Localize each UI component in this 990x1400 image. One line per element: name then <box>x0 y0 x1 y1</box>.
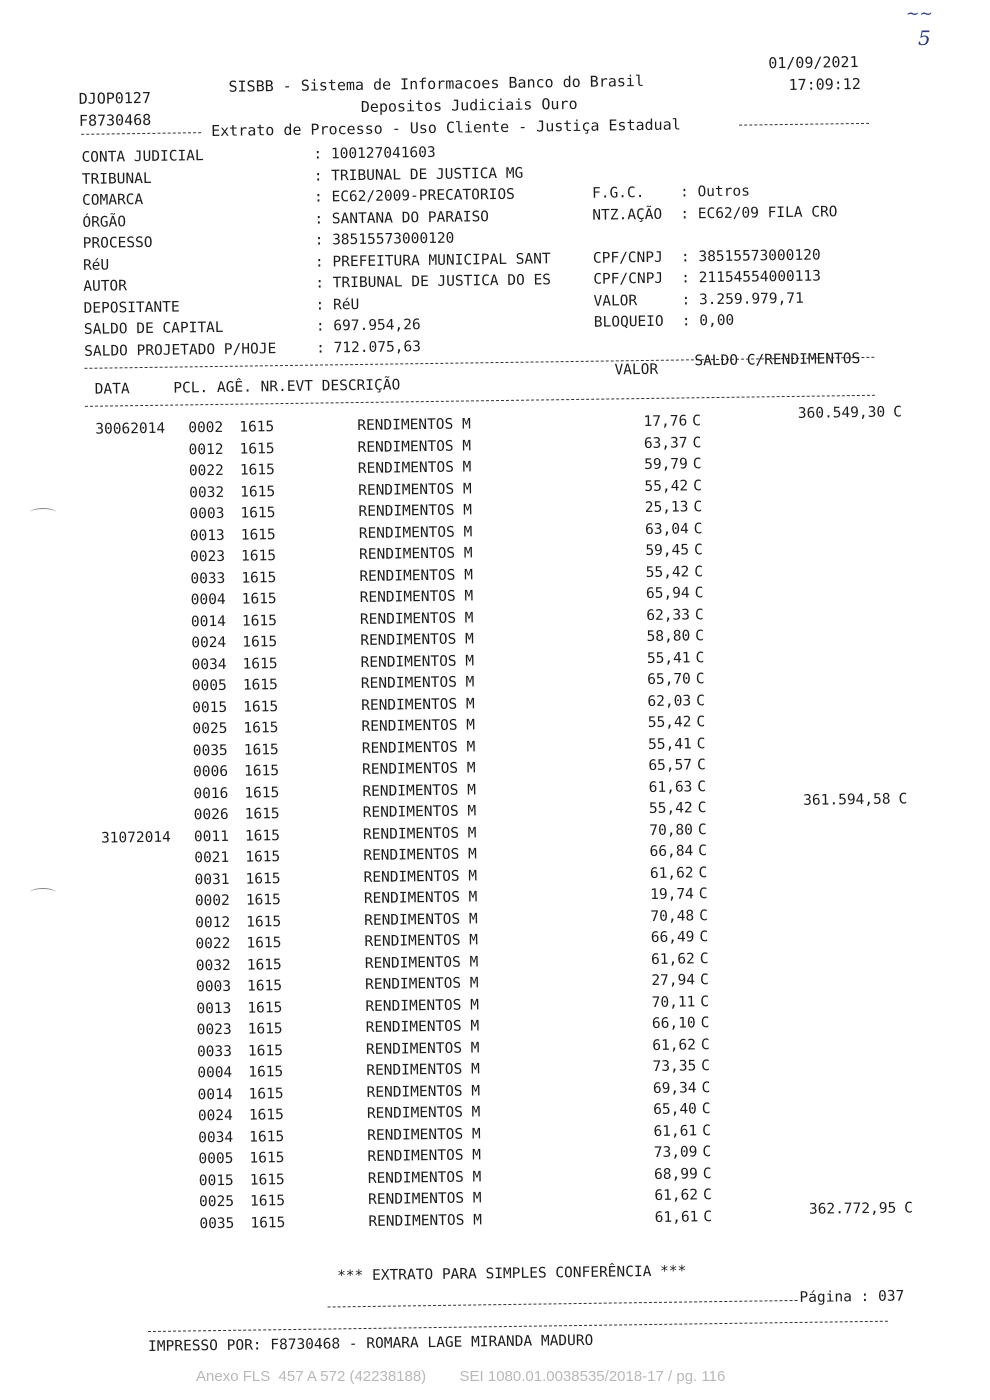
row-agency: 1615 <box>247 1021 283 1038</box>
row-agency: 1615 <box>243 720 279 737</box>
row-credit-flag: C <box>695 628 705 645</box>
row-description: RENDIMENTOS M <box>358 502 473 521</box>
row-agency: 1615 <box>241 591 277 608</box>
row-description: RENDIMENTOS M <box>359 566 473 585</box>
row-credit-flag: C <box>699 972 709 989</box>
row-description: RENDIMENTOS M <box>364 953 479 972</box>
row-agency: 1615 <box>246 978 283 995</box>
program-code: DJOP0127 <box>78 88 152 108</box>
row-agency: 1615 <box>240 548 277 565</box>
row-pcl: 0003 <box>195 978 232 996</box>
row-credit-flag: C <box>700 1036 710 1053</box>
field-row-right <box>593 290 803 309</box>
report-time: 17:09:12 <box>788 74 861 94</box>
row-value: 63,04 <box>644 520 689 538</box>
row-value: 55,42 <box>648 800 693 817</box>
field-value: : SANTANA DO PARAISO <box>314 208 490 228</box>
printed-by: IMPRESSO POR: F8730468 - ROMARA LAGE MIRANDA MADURO <box>148 1332 594 1356</box>
row-pcl: 0025 <box>198 1193 235 1211</box>
row-credit-flag: C <box>697 821 707 838</box>
field-label: TRIBUNAL <box>81 170 152 188</box>
row-agency: 1615 <box>243 741 279 759</box>
row-pcl: 0004 <box>190 591 226 609</box>
row-pcl: 0025 <box>192 720 228 738</box>
row-pcl: 0033 <box>190 570 226 587</box>
row-pcl: 0006 <box>192 763 229 781</box>
row-credit-flag: C <box>701 1101 711 1118</box>
field-label: SALDO DE CAPITAL <box>83 319 224 338</box>
row-pcl: 0021 <box>194 849 230 867</box>
row-pcl: 0011 <box>193 828 230 845</box>
row-credit-flag: C <box>694 585 704 602</box>
row-agency: 1615 <box>248 1085 284 1103</box>
row-value: 65,70 <box>647 671 691 689</box>
field-value: : EC62/2009-PRECATORIOS <box>313 186 515 206</box>
row-pcl: 0033 <box>196 1043 233 1060</box>
row-credit-flag: C <box>698 843 708 860</box>
row-description: RENDIMENTOS M <box>362 781 476 800</box>
row-credit-flag: C <box>698 886 708 903</box>
row-agency: 1615 <box>244 827 281 845</box>
row-credit-flag: C <box>694 606 704 623</box>
row-pcl: 0023 <box>189 548 226 566</box>
row-value: 68,99 <box>653 1165 698 1183</box>
row-description: RENDIMENTOS M <box>361 760 476 778</box>
system-title: SISBB - Sistema de Informacoes Banco do Brasil <box>228 71 645 96</box>
row-value: 55,41 <box>646 649 691 667</box>
row-pcl: 0035 <box>199 1215 235 1232</box>
row-credit-flag: C <box>693 477 702 494</box>
field-label: NTZ.AÇÃO <box>592 206 663 224</box>
row-credit-flag: C <box>696 692 705 709</box>
row-balance: 362.772,95 <box>808 1200 897 1218</box>
row-credit-flag: C <box>693 499 703 516</box>
row-value: 27,94 <box>651 972 696 989</box>
row-credit-flag: C <box>702 1122 711 1139</box>
row-agency: 1615 <box>247 1042 284 1060</box>
field-label: ÓRGÃO <box>82 213 127 231</box>
field-row <box>83 231 455 252</box>
handwritten-page-number: 5 <box>918 26 931 50</box>
field-value: : 38515573000120 <box>680 247 821 265</box>
system-subtitle: Depositos Judiciais Ouro <box>360 94 578 116</box>
field-row-right <box>592 204 837 223</box>
field-value: : Outros <box>679 183 750 201</box>
row-agency: 1615 <box>245 870 281 888</box>
row-pcl: 0032 <box>195 957 231 974</box>
field-value: : 697.954,26 <box>315 317 421 335</box>
punch-hole-mark <box>30 888 56 897</box>
row-value: 70,48 <box>650 907 695 925</box>
row-credit-flag: C <box>699 907 708 924</box>
row-description: RENDIMENTOS M <box>363 846 477 864</box>
footer-note: *** EXTRATO PARA SIMPLES CONFERÊNCIA *** <box>337 1263 687 1285</box>
row-pcl: 0034 <box>191 656 227 673</box>
field-row <box>82 187 515 209</box>
row-agency: 1615 <box>239 419 275 436</box>
row-description: RENDIMENTOS M <box>362 824 477 843</box>
row-balance: 360.549,30 <box>797 404 886 422</box>
row-description: RENDIMENTOS M <box>357 459 472 478</box>
row-credit-flag: C <box>702 1165 712 1182</box>
row-description: RENDIMENTOS M <box>358 545 473 564</box>
field-label: COMARCA <box>81 191 144 209</box>
row-agency: 1615 <box>244 784 280 802</box>
row-agency: 1615 <box>246 913 282 931</box>
row-value: 63,37 <box>643 434 688 452</box>
row-value: 55,42 <box>647 714 692 731</box>
row-pcl: 0035 <box>192 742 228 759</box>
row-value: 65,40 <box>653 1101 697 1118</box>
row-agency: 1615 <box>246 935 282 952</box>
field-value: : 21154554000113 <box>681 268 822 287</box>
row-pcl: 0023 <box>196 1021 232 1039</box>
row-pcl: 0032 <box>189 484 225 501</box>
column-header-saldo: SALDO C/RENDIMENTOS <box>694 350 861 370</box>
row-value: 59,45 <box>645 542 690 560</box>
row-value: 55,42 <box>645 563 690 581</box>
field-row <box>83 272 551 295</box>
row-credit-flag: C <box>692 434 702 451</box>
row-credit-flag: C <box>703 1208 713 1225</box>
row-pcl: 0005 <box>191 677 227 695</box>
row-credit-flag: C <box>692 413 702 430</box>
row-credit-flag: C <box>696 757 706 774</box>
row-credit-flag: C <box>695 671 705 688</box>
row-description: RENDIMENTOS M <box>365 996 479 1015</box>
row-agency: 1615 <box>249 1193 286 1210</box>
field-row <box>82 209 489 231</box>
row-credit-flag: C <box>700 1015 710 1032</box>
row-date: 30062014 <box>95 420 166 438</box>
row-value: 66,84 <box>649 843 694 860</box>
row-description: RENDIMENTOS M <box>361 717 476 735</box>
field-label: AUTOR <box>83 278 128 295</box>
row-description: RENDIMENTOS M <box>366 1061 480 1079</box>
row-credit-flag: C <box>698 864 708 881</box>
row-description: RENDIMENTOS M <box>365 1018 480 1036</box>
row-credit-flag: C <box>693 520 703 537</box>
row-agency: 1615 <box>245 892 281 909</box>
handwritten-mark: ~~ <box>906 4 933 23</box>
row-description: RENDIMENTOS M <box>360 631 474 650</box>
row-value: 66,49 <box>650 929 695 946</box>
row-description: RENDIMENTOS M <box>358 480 472 499</box>
row-value: 61,62 <box>654 1187 699 1204</box>
row-pcl: 0022 <box>188 462 224 480</box>
row-description: RENDIMENTOS M <box>363 889 478 907</box>
row-agency: 1615 <box>242 655 278 673</box>
row-description: RENDIMENTOS M <box>357 437 472 456</box>
row-value: 70,11 <box>651 993 696 1011</box>
row-pcl: 0004 <box>197 1064 233 1082</box>
row-description: RENDIMENTOS M <box>358 523 473 542</box>
row-value: 17,76 <box>643 413 688 431</box>
row-agency: 1615 <box>239 440 275 458</box>
row-pcl: 0022 <box>195 935 231 953</box>
row-pcl: 0016 <box>193 785 229 802</box>
row-pcl: 0024 <box>191 634 227 652</box>
row-agency: 1615 <box>248 1064 284 1081</box>
row-description: RENDIMENTOS M <box>360 674 475 692</box>
row-credit-flag: C <box>697 800 707 817</box>
row-description: RENDIMENTOS M <box>368 1211 482 1230</box>
field-row <box>84 317 421 338</box>
row-description: RENDIMENTOS M <box>360 652 475 671</box>
row-value: 62,33 <box>646 606 691 624</box>
field-label: RéU <box>82 256 110 274</box>
row-credit-flag: C <box>701 1058 711 1075</box>
field-value: : 38515573000120 <box>314 230 455 249</box>
row-agency: 1615 <box>241 569 277 587</box>
row-value: 55,41 <box>647 735 692 753</box>
row-value: 61,62 <box>650 950 695 968</box>
row-value: 61,63 <box>648 778 693 796</box>
row-agency: 1615 <box>250 1214 286 1232</box>
report-date: 01/09/2021 <box>768 52 859 73</box>
row-credit-flag: C <box>702 1144 712 1161</box>
row-value: 58,80 <box>646 628 691 646</box>
field-row <box>84 339 421 360</box>
row-description: RENDIMENTOS M <box>357 416 471 435</box>
field-value: : EC62/09 FILA CRO <box>680 203 838 222</box>
row-value: 65,94 <box>645 585 690 603</box>
row-credit-flag: C <box>694 563 704 580</box>
row-balance-flag: C <box>904 1199 914 1216</box>
row-pcl: 0013 <box>196 1000 232 1017</box>
row-value: 73,09 <box>653 1144 698 1161</box>
row-description: RENDIMENTOS M <box>363 867 478 886</box>
field-label: CPF/CNPJ <box>592 249 663 267</box>
row-credit-flag: C <box>697 778 707 795</box>
row-value: 25,13 <box>644 499 689 517</box>
row-credit-flag: C <box>696 735 706 752</box>
field-value: : TRIBUNAL DE JUSTICA MG <box>313 165 524 185</box>
field-row-right <box>593 247 821 266</box>
statement-sheet <box>70 38 928 1370</box>
field-value: : RéU <box>315 296 360 314</box>
field-label: PROCESSO <box>82 234 153 252</box>
row-description: RENDIMENTOS M <box>361 695 475 714</box>
field-row <box>83 251 551 274</box>
separator <box>85 395 875 407</box>
field-label: DEPOSITANTE <box>83 298 180 317</box>
row-value: 55,42 <box>644 477 689 495</box>
row-credit-flag: C <box>700 993 710 1010</box>
row-pcl: 0015 <box>192 699 228 716</box>
row-value: 70,80 <box>649 821 694 839</box>
row-description: RENDIMENTOS M <box>364 932 479 950</box>
field-label: SALDO PROJETADO P/HOJE <box>84 340 277 360</box>
row-description: RENDIMENTOS M <box>365 1039 480 1058</box>
field-value: : TRIBUNAL DE JUSTICA DO ES <box>315 272 552 292</box>
column-headers: DATA PCL. AGÊ. NR.EVT DESCRIÇÃO <box>94 377 401 398</box>
report-title: Extrato de Processo - Uso Cliente - Justiça Estadual <box>211 115 681 141</box>
row-description: RENDIMENTOS M <box>367 1147 482 1165</box>
row-pcl: 0031 <box>194 871 230 888</box>
row-credit-flag: C <box>699 929 709 946</box>
row-pcl: 0005 <box>198 1150 234 1168</box>
row-value: 59,79 <box>644 456 688 474</box>
row-description: RENDIMENTOS M <box>359 609 474 628</box>
row-agency: 1615 <box>246 956 282 974</box>
punch-hole-mark <box>30 508 56 517</box>
row-agency: 1615 <box>244 806 280 823</box>
field-row <box>82 165 524 187</box>
row-agency: 1615 <box>243 763 280 780</box>
field-value: : PREFEITURA MUNICIPAL SANT <box>314 250 551 271</box>
row-agency: 1615 <box>242 634 278 651</box>
row-balance-flag: C <box>893 404 902 421</box>
field-value: : 3.259.979,71 <box>681 290 804 308</box>
field-label: BLOQUEIO <box>593 313 664 331</box>
sei-stamp: Anexo FLS 457 A 572 (42238188) SEI 1080.01.0038535/2018-17 / pg. 116 <box>196 1368 726 1385</box>
row-description: RENDIMENTOS M <box>367 1190 482 1208</box>
row-pcl: 0014 <box>190 613 227 630</box>
page-number: Página : 037 <box>799 1288 905 1306</box>
row-credit-flag: C <box>695 649 705 666</box>
row-pcl: 0015 <box>198 1172 234 1189</box>
row-credit-flag: C <box>692 456 702 473</box>
row-agency: 1615 <box>249 1150 285 1167</box>
row-pcl: 0012 <box>188 441 224 458</box>
field-value: : 0,00 <box>681 312 735 330</box>
row-agency: 1615 <box>242 677 278 694</box>
row-value: 62,03 <box>647 692 692 710</box>
row-value: 73,35 <box>652 1058 697 1075</box>
column-header-valor: VALOR <box>614 361 659 379</box>
user-code: F8730468 <box>78 110 152 130</box>
row-credit-flag: C <box>702 1187 712 1204</box>
row-agency: 1615 <box>243 698 279 716</box>
row-pcl: 0003 <box>189 505 225 523</box>
separator <box>739 123 869 126</box>
row-pcl: 0002 <box>188 419 224 437</box>
row-description: RENDIMENTOS M <box>367 1125 481 1144</box>
field-row <box>83 296 359 316</box>
field-row-right <box>592 184 750 202</box>
row-agency: 1615 <box>247 999 283 1017</box>
row-description: RENDIMENTOS M <box>366 1104 481 1122</box>
row-pcl: 0026 <box>193 806 229 824</box>
row-credit-flag: C <box>701 1079 711 1096</box>
row-description: RENDIMENTOS M <box>366 1082 481 1101</box>
row-agency: 1615 <box>249 1171 285 1189</box>
row-agency: 1615 <box>245 849 281 866</box>
row-pcl: 0014 <box>197 1086 233 1103</box>
field-row <box>81 145 435 166</box>
row-pcl: 0002 <box>194 892 230 910</box>
field-label: CONTA JUDICIAL <box>81 148 204 166</box>
row-agency: 1615 <box>241 612 278 630</box>
row-agency: 1615 <box>240 505 276 522</box>
row-value: 65,57 <box>648 757 693 774</box>
row-balance: 361.594,58 <box>803 791 891 809</box>
field-label: F.G.C. <box>591 184 645 202</box>
row-balance-flag: C <box>898 791 908 808</box>
row-description: RENDIMENTOS M <box>359 588 474 607</box>
row-description: RENDIMENTOS M <box>364 975 479 993</box>
field-label: CPF/CNPJ <box>593 270 664 288</box>
row-credit-flag: C <box>693 542 703 559</box>
row-credit-flag: C <box>696 714 706 731</box>
field-value: : 100127041603 <box>313 144 436 163</box>
row-agency: 1615 <box>240 526 276 544</box>
row-value: 66,10 <box>651 1015 696 1032</box>
row-pcl: 0024 <box>197 1107 233 1125</box>
field-row-right <box>594 313 735 331</box>
row-agency: 1615 <box>248 1107 284 1124</box>
row-credit-flag: C <box>699 950 709 967</box>
field-row-right <box>593 269 821 288</box>
row-description: RENDIMENTOS M <box>364 910 478 929</box>
row-value: 61,62 <box>652 1036 697 1054</box>
row-value: 61,62 <box>649 864 694 882</box>
row-pcl: 0012 <box>195 914 231 931</box>
separator <box>148 1321 888 1332</box>
row-agency: 1615 <box>249 1128 285 1146</box>
field-value: : 712.075,63 <box>316 338 422 357</box>
row-date: 31072014 <box>100 829 171 847</box>
row-value: 19,74 <box>650 886 694 903</box>
separator <box>328 1300 798 1308</box>
row-value: 61,61 <box>653 1122 698 1140</box>
row-description: RENDIMENTOS M <box>361 738 476 757</box>
row-agency: 1615 <box>240 483 276 501</box>
row-pcl: 0034 <box>198 1129 234 1146</box>
row-description: RENDIMENTOS M <box>362 803 477 821</box>
row-value: 69,34 <box>652 1079 697 1097</box>
row-pcl: 0013 <box>189 527 225 544</box>
separator <box>81 132 201 135</box>
field-label: VALOR <box>593 292 638 310</box>
row-value: 61,61 <box>654 1208 699 1226</box>
row-description: RENDIMENTOS M <box>367 1168 482 1187</box>
row-agency: 1615 <box>239 462 275 479</box>
